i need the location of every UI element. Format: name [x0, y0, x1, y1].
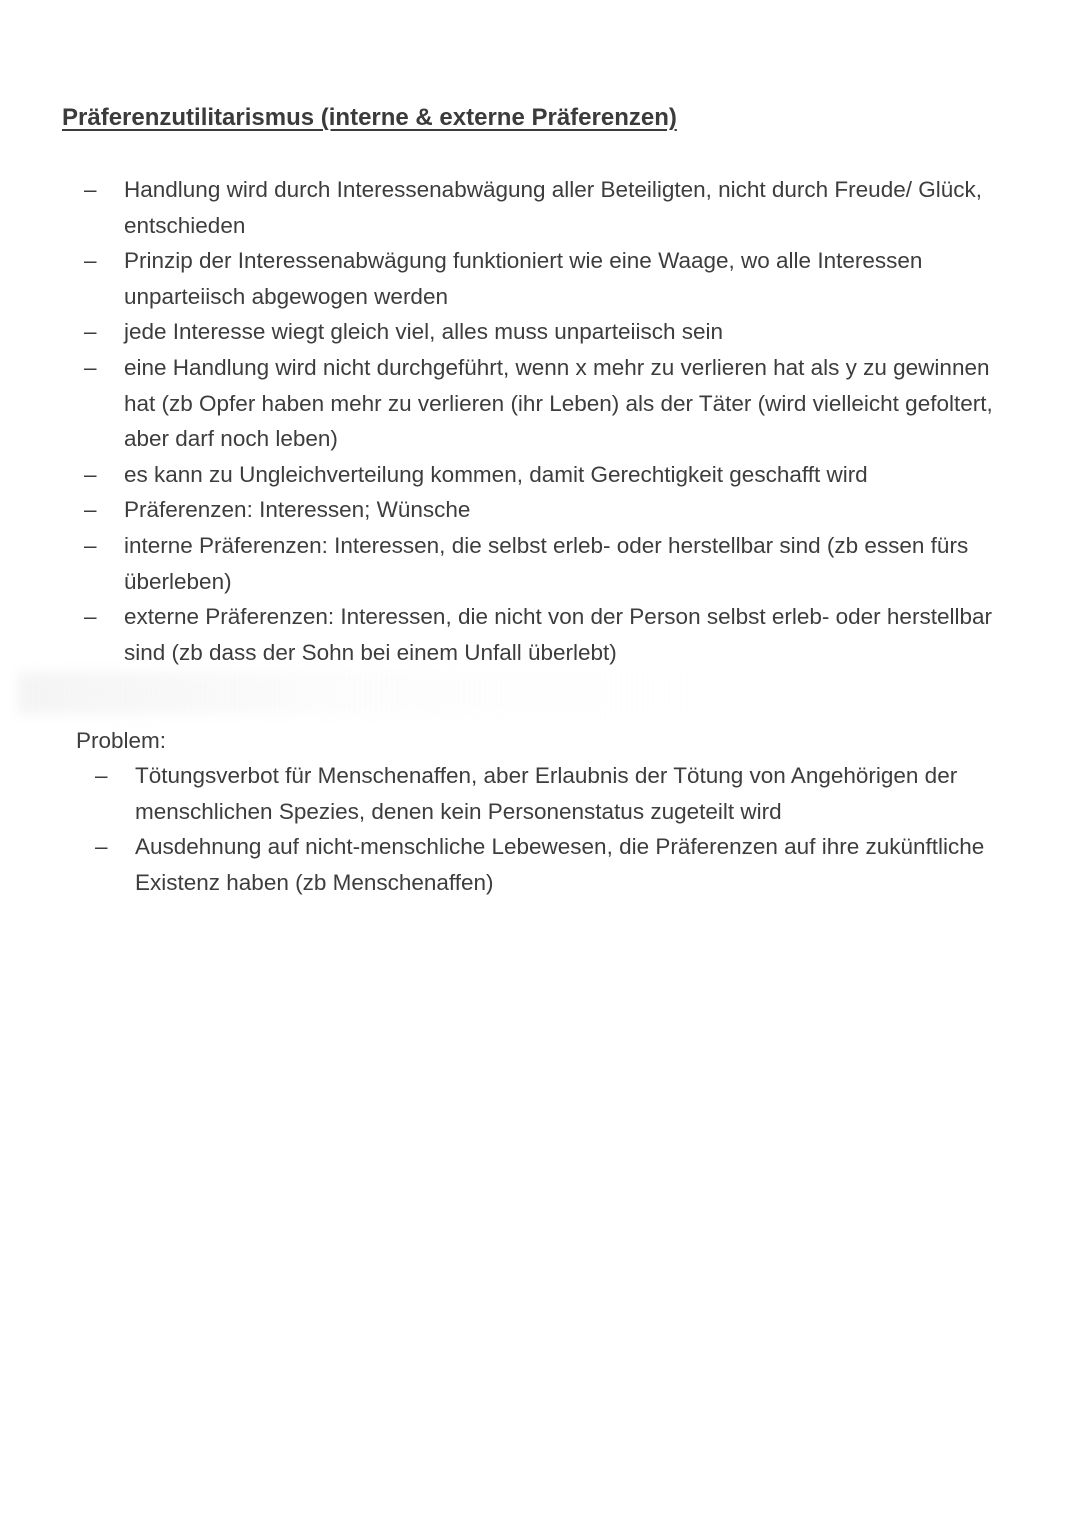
list-item: [0, 829, 995, 900]
list-item-text: Präferenzen: Interessen; Wünsche: [124, 497, 471, 523]
bullet-dash: –: [84, 461, 97, 487]
bullet-dash: –: [84, 497, 97, 523]
list-item-text: interne Präferenzen: Interessen, die selbst erleb- oder herstellbar sind (zb essen fürs überleben): [124, 532, 969, 594]
main-bullet-list: [0, 172, 1004, 670]
scan-smudge: [18, 672, 688, 714]
problem-heading: Problem:: [76, 728, 167, 753]
bullet-dash: –: [84, 177, 97, 202]
list-item: [0, 758, 995, 829]
list-item-text: Ausdehnung auf nicht-menschliche Lebewesen, die Präferenzen auf ihre zukünftliche Existenz haben (zb Menschenaffen): [135, 834, 985, 895]
bullet-dash: –: [84, 354, 97, 380]
list-item-text: Handlung wird durch Interessenabwägung aller Beteiligten, nicht durch Freude/ Glück, entschieden: [124, 177, 982, 238]
list-item-text: jede Interesse wiegt gleich viel, alles muss unparteiisch sein: [124, 319, 724, 345]
list-item-text: externe Präferenzen: Interessen, die nicht von der Person selbst erleb- oder herstellbar sind (zb dass der Sohn bei einem Unfall überlebt): [124, 604, 992, 665]
bullet-dash: –: [95, 763, 108, 788]
list-item: [0, 492, 1004, 528]
list-item: [0, 172, 1004, 243]
bullet-dash: –: [84, 319, 97, 345]
list-item-text: eine Handlung wird nicht durchgeführt, wenn x mehr zu verlieren hat als y zu gewinnen hat (zb Opfer haben mehr zu verlieren (ihr Leben) als der Täter (wird vielleicht gefoltert, aber darf noch leben): [124, 354, 993, 452]
list-item: [0, 528, 1004, 599]
problem-bullet-list: [0, 758, 995, 900]
list-item: [0, 599, 1004, 670]
document-title: Präferenzutilitarismus (interne & externe Präferenzen): [62, 104, 677, 131]
bullet-dash: –: [84, 248, 97, 274]
bullet-dash: –: [95, 834, 108, 860]
list-item: [0, 350, 1004, 457]
list-item-text: Prinzip der Interessenabwägung funktioniert wie eine Waage, wo alle Interessen unparteiisch abgewogen werden: [124, 248, 923, 309]
bullet-dash: –: [84, 532, 97, 558]
bullet-dash: –: [84, 604, 97, 630]
list-item: [0, 314, 1004, 350]
list-item-text: es kann zu Ungleichverteilung kommen, damit Gerechtigkeit geschafft wird: [124, 461, 868, 487]
list-item-text: Tötungsverbot für Menschenaffen, aber Erlaubnis der Tötung von Angehörigen der menschlichen Spezies, denen kein Personenstatus zugeteilt wird: [135, 763, 958, 824]
list-item: [0, 457, 1004, 493]
list-item: [0, 243, 1004, 314]
